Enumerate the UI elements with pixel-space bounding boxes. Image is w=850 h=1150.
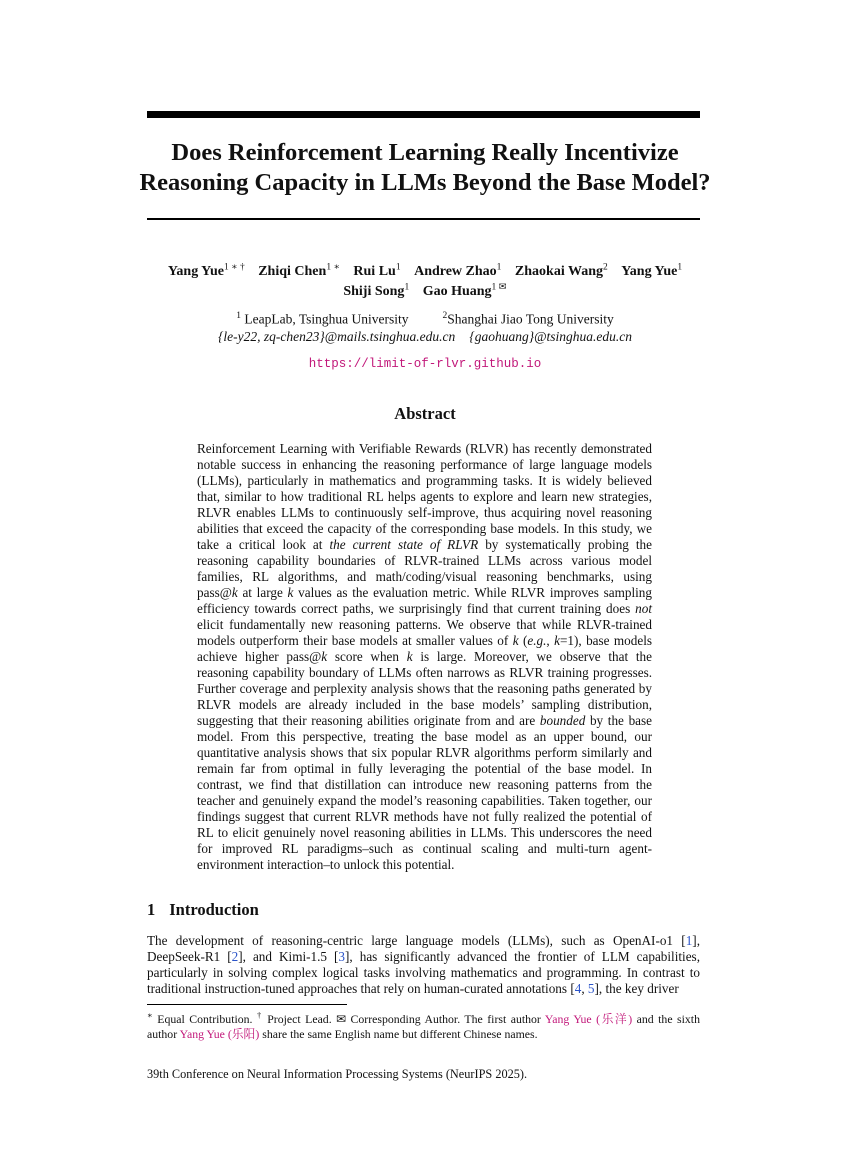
author-affil-mark: 1 ✉ — [491, 282, 507, 293]
footnote-text: Project Lead. ✉ Corresponding Author. The first author — [262, 1011, 545, 1026]
affil-1: LeapLab, Tsinghua University — [244, 311, 409, 327]
author-name: Zhaokai Wang — [514, 263, 603, 279]
citation-link[interactable]: 4 — [574, 981, 582, 996]
citation-link[interactable]: 5 — [587, 981, 595, 996]
abstract-text: =1), base models achieve higher pass@ — [197, 633, 653, 664]
intro-text: ], the key driver — [594, 981, 679, 996]
abstract-heading: Abstract — [394, 404, 456, 423]
footnote-text: share the same English name but different Chinese names. — [259, 1026, 538, 1041]
footnote-text: and the sixth author — [147, 1011, 700, 1041]
author-affil-mark: 1 — [677, 262, 683, 272]
footnote-text: Equal Contribution. — [152, 1011, 257, 1026]
author-list — [100, 259, 750, 300]
citation-link[interactable]: 3 — [338, 949, 346, 964]
math-k: k — [321, 649, 328, 664]
intro-text: The development of reasoning-centric large language models (LLMs), such as OpenAI-o1 [ — [147, 933, 686, 948]
affil-2-mark: 2 — [442, 311, 448, 321]
intro-text: ], has significantly advanced the frontier of LLM capabilities, particularly in solving complex logical tasks involving mathematics and programming. In contrast to traditional instruction-tuned approaches that rely on human-curated annotations [ — [147, 949, 700, 996]
paper-title — [100, 138, 750, 198]
author-affil-mark: 1 — [404, 282, 410, 293]
author — [168, 264, 245, 279]
affil-2: Shanghai Jiao Tong University — [447, 311, 614, 327]
author-name: Gao Huang — [422, 284, 492, 300]
abstract-emphasis: bounded — [539, 713, 586, 728]
author-name: Rui Lu — [353, 263, 396, 279]
author — [423, 284, 507, 299]
abstract-text: values as the evaluation metric. While RLVR improves sampling efficiency towards correct paths, we surprisingly find that current training does — [197, 585, 652, 616]
abstract-text: ( — [518, 633, 528, 648]
author-affil-mark: 1 ∗ — [326, 262, 340, 272]
footnote-rule — [147, 1004, 347, 1005]
sixth-author-link[interactable]: Yang Yue (乐阳) — [179, 1026, 260, 1041]
intro-text: , — [581, 981, 588, 996]
math-k: k — [406, 649, 413, 664]
author — [621, 264, 682, 279]
author — [515, 264, 608, 279]
math-k: k — [554, 633, 560, 648]
author-name: Yang Yue — [621, 263, 678, 279]
title-line-1: Does Reinforcement Learning Really Incentivize — [171, 139, 679, 166]
section-heading — [147, 900, 259, 920]
citation-link[interactable]: 2 — [231, 949, 239, 964]
abstract-text: at large — [237, 585, 288, 600]
author-affil-mark: 1 ∗ † — [224, 262, 245, 272]
math-k: k — [231, 585, 238, 600]
math-k: k — [287, 585, 294, 600]
author-affil-mark: 1 — [496, 262, 502, 272]
project-url-link[interactable]: https://limit-of-rlvr.github.io — [308, 357, 542, 371]
math-k: k — [512, 633, 519, 648]
title-top-rule — [147, 111, 700, 118]
footnote — [147, 1008, 700, 1042]
author-name: Shiji Song — [343, 284, 405, 300]
abstract-body — [197, 441, 652, 873]
abstract-text: by systematically probing the reasoning capability boundaries of RLVR-trained LLMs across various model families, RL algorithms, and math/coding/visual reasoning benchmarks, using pass@ — [197, 537, 653, 600]
email-1: {le-y22, zq-chen23}@mails.tsinghua.edu.cn — [217, 328, 456, 344]
email-2: {gaohuang}@tsinghua.edu.cn — [469, 328, 633, 344]
introduction-body — [147, 933, 700, 997]
author-name: Zhiqi Chen — [258, 263, 327, 279]
footnote-mark: ∗ — [147, 1010, 153, 1020]
affiliations — [100, 308, 750, 345]
author — [353, 264, 400, 279]
conference-note: 39th Conference on Neural Information Processing Systems (NeurIPS 2025). — [147, 1067, 528, 1081]
section-number: 1 — [147, 900, 156, 919]
abstract-text: is large. Moreover, we observe that the reasoning capability boundary of LLMs often narrows as RLVR training progresses. Further coverage and perplexity analysis shows that the reasoning paths generated by RLVR models are already included in the base models’ sampling distribution, suggesting that their reasoning abilities originate from and are — [197, 649, 653, 728]
author-name: Andrew Zhao — [414, 263, 497, 279]
author-affil-mark: 2 — [602, 262, 608, 272]
intro-text: ], DeepSeek-R1 [ — [147, 933, 700, 964]
abstract-emphasis: not — [635, 601, 652, 616]
citation-link[interactable]: 1 — [685, 933, 693, 948]
abstract-text: by the base model. From this perspective, treating the base model as an upper bound, our quantitative analysis shows that six popular RLVR algorithms perform similarly and remain far from optimal in fully leveraging the potential of the base model. In contrast, we find that distillation can introduce new reasoning patterns from the teacher and genuinely expand the model’s reasoning capabilities. Taken together, our findings suggest that current RLVR methods have not fully realized the potential of RL to elicit genuinely novel reasoning abilities in LLMs. This underscores the need for improved RL paradigms–such as continual scaling and multi-turn agent-environment interaction–to unlock this potential. — [197, 713, 652, 872]
author — [414, 264, 501, 279]
footnote-mark: † — [256, 1010, 263, 1020]
first-author-link[interactable]: Yang Yue (乐洋) — [544, 1011, 633, 1026]
section-title: Introduction — [169, 900, 259, 919]
abstract-text: score when — [327, 649, 407, 664]
title-bottom-rule — [147, 218, 700, 220]
abstract-emphasis: e.g. — [527, 633, 547, 648]
author — [258, 264, 340, 279]
title-line-2: Reasoning Capacity in LLMs Beyond the Base Model? — [139, 169, 711, 196]
affil-1-mark: 1 — [236, 311, 242, 321]
author — [343, 284, 409, 299]
abstract-emphasis: the current state of RLVR — [329, 537, 479, 552]
author-affil-mark: 1 — [395, 262, 401, 272]
author-name: Yang Yue — [167, 263, 224, 279]
abstract-text: Reinforcement Learning with Verifiable Rewards (RLVR) has recently demonstrated notable success in enhancing the reasoning performance of large language models (LLMs), particularly in mathematics and programming tasks. It is widely believed that, similar to how traditional RL helps agents to explore and learn new strategies, RLVR enables LLMs to continuously self-improve, thus acquiring novel reasoning abilities that exceed the capacity of the corresponding base models. In this study, we take a critical look at — [197, 441, 652, 552]
intro-text: ], and Kimi-1.5 [ — [238, 949, 339, 964]
abstract-text: elicit fundamentally new reasoning patterns. We observe that while RLVR-trained models outperform their base models at smaller values of — [197, 617, 652, 648]
abstract-text: , — [546, 633, 555, 648]
